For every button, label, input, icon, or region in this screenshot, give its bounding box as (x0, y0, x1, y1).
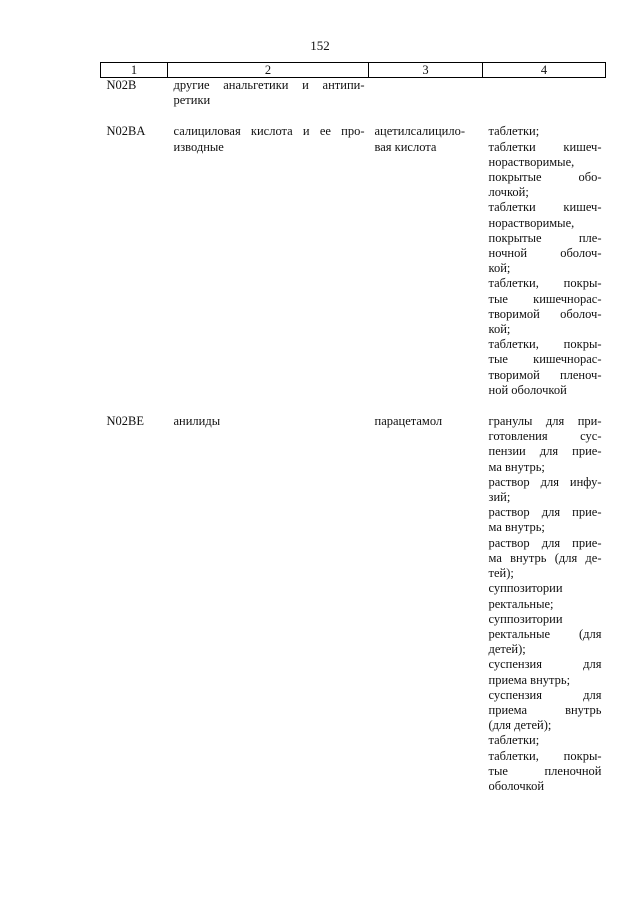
substance-text-line: ацетилсалицило- (374, 124, 465, 139)
dosage-form-line: тые кишечнорас- (488, 291, 602, 306)
substance-cell (369, 124, 483, 414)
group-text-line: анилиды (173, 414, 221, 429)
dosage-form-line: оболочкой (488, 778, 545, 793)
group-text-line: другие анальгетики и антипи- (173, 78, 365, 92)
dosage-form-line: ной оболочкой (488, 382, 567, 397)
dosage-form-line: зий; (488, 490, 511, 505)
dosage-form-line: раствор для инфу- (488, 474, 602, 489)
dosage-form-line: таблетки, покры- (488, 337, 602, 352)
group-text-line: ретики (173, 93, 211, 108)
dosage-form-line: таблетки, покры- (488, 748, 602, 763)
column-header-1: 1 (101, 63, 168, 78)
dosage-form-line: ректальные; (488, 596, 554, 611)
atc-code: N02BE (106, 414, 144, 429)
dosage-form-line: творимой пленоч- (488, 367, 602, 382)
dosage-form-line: суппозитории (488, 611, 563, 626)
page-number: 152 (310, 38, 330, 53)
pharmacological-group-cell (168, 78, 369, 125)
atc-code: N02BA (106, 124, 146, 139)
dosage-form-line: кой; (488, 261, 511, 276)
dosage-form-line: раствор для прие- (488, 535, 602, 550)
dosage-form-line: творимой оболоч- (488, 306, 602, 321)
pharmacological-group-cell (168, 124, 369, 414)
table-header (101, 63, 606, 78)
dosage-form-line: ма внутрь; (488, 459, 545, 474)
dosage-form-line: раствор для прие- (488, 505, 602, 520)
group-text-line: салициловая кислота и ее про- (173, 124, 365, 139)
substance-text-line: вая кислота (374, 139, 437, 154)
atc-code-cell (101, 78, 168, 125)
column-header-2: 2 (168, 63, 369, 78)
table-row (101, 414, 606, 810)
dosage-form-line: гранулы для при- (488, 414, 602, 429)
dosage-form-line: покрытые обо- (488, 170, 602, 185)
atc-code-cell (101, 124, 168, 414)
table-row (101, 124, 606, 414)
substance-cell (369, 78, 483, 125)
dosage-form-cell (483, 414, 606, 810)
medication-table (100, 62, 606, 810)
dosage-form-line: ректальные (для (488, 626, 602, 641)
dosage-form-line: таблетки кишеч- (488, 139, 602, 154)
dosage-form-line: норастворимые, (488, 215, 575, 230)
substance-cell (369, 414, 483, 810)
column-header-3: 3 (369, 63, 483, 78)
dosage-form-line: таблетки кишеч- (488, 200, 602, 215)
dosage-form-line: тые кишечнорас- (488, 352, 602, 367)
table-body (101, 78, 606, 811)
dosage-form-line: пензии для прие- (488, 444, 602, 459)
dosage-form-line: детей); (488, 642, 526, 657)
dosage-form-line: кой; (488, 322, 511, 337)
dosage-form-line: суппозитории (488, 581, 563, 596)
dosage-form-line: лочкой; (488, 185, 529, 200)
atc-code-cell (101, 414, 168, 810)
dosage-form-line: тей); (488, 566, 514, 581)
pharmacological-group-cell (168, 414, 369, 810)
dosage-form-cell (483, 124, 606, 414)
substance-text-line: парацетамол (374, 414, 443, 429)
group-text-line: изводные (173, 139, 224, 154)
dosage-form-line: покрытые пле- (488, 230, 602, 245)
dosage-form-line: норастворимые, (488, 154, 575, 169)
dosage-form-line: приема внутрь; (488, 672, 571, 687)
table-row (101, 78, 606, 125)
atc-code: N02B (106, 78, 137, 92)
dosage-form-line: (для детей); (488, 718, 552, 733)
dosage-form-line: тые пленочной (488, 763, 602, 778)
column-header-4: 4 (483, 63, 606, 78)
dosage-form-cell (483, 78, 606, 125)
dosage-form-line: таблетки; (488, 124, 540, 139)
dosage-form-line: ма внутрь (для де- (488, 550, 602, 565)
dosage-form-line: ма внутрь; (488, 520, 545, 535)
dosage-form-line: таблетки; (488, 733, 540, 748)
dosage-form-line: готовления сус- (488, 429, 602, 444)
dosage-form-line: суспензия для (488, 687, 602, 702)
dosage-form-line: приема внутрь (488, 702, 602, 717)
dosage-form-line: ночной оболоч- (488, 246, 602, 261)
dosage-form-line: таблетки, покры- (488, 276, 602, 291)
dosage-form-line: суспензия для (488, 657, 602, 672)
